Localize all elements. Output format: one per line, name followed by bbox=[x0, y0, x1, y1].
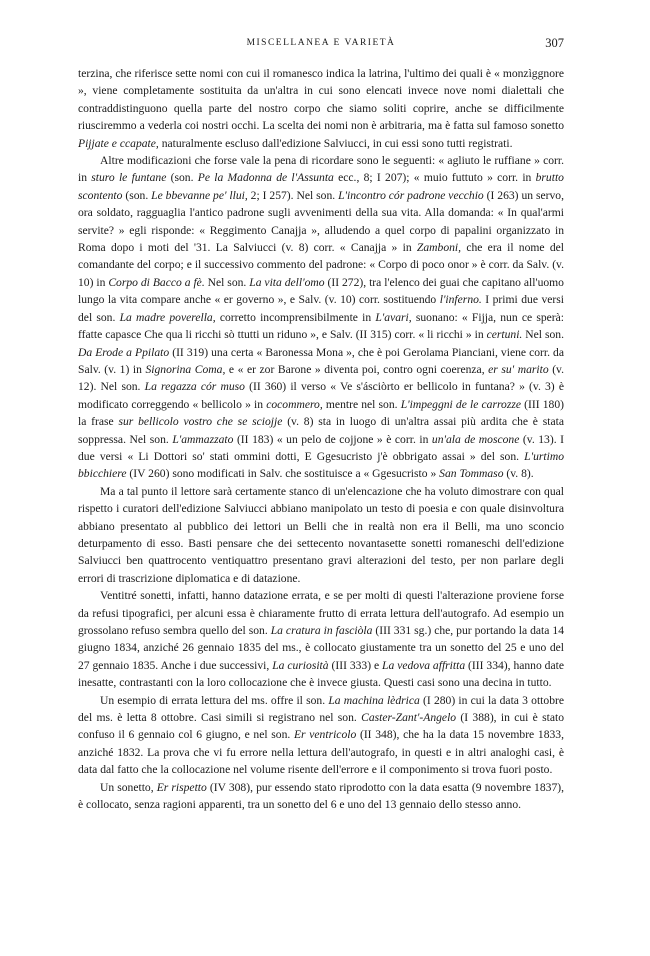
text-run: (son. bbox=[166, 171, 198, 185]
italic-title: Er rispetto bbox=[156, 780, 207, 794]
italic-title: Er ventricolo bbox=[293, 728, 357, 742]
text-run: Un esempio di errata lettura del ms. offre il son. bbox=[100, 693, 329, 707]
italic-title: La vedova affritta bbox=[382, 658, 466, 672]
italic-title: Caster-Zant'-Angelo bbox=[361, 711, 457, 725]
italic-title: L'avari, bbox=[375, 310, 412, 324]
text-run: Ventitré sonetti, infatti, hanno datazione errata, e se per molti di questi l'alterazione proviene forse da refusi tipografici, per alcuni essa è chiaramente frutto di errata lettura dell'autografo. Ad esempio un grossolano refuso sembra quello del son. bbox=[78, 589, 564, 637]
paragraph bbox=[78, 587, 564, 691]
text-run: (v. 8) sta in luogo di un'altra assai più ardita che è stata soppressa. Nel son. bbox=[78, 415, 564, 446]
italic-title: La machina lèdrica bbox=[328, 693, 420, 707]
text-run: Ma a tal punto il lettore sarà certamente stanco di un'elencazione che ha voluto dimostrare con qual rispetto i curatori dell'edizione Salviucci abbiano manipolato un testo di poesia e con quale disinvoltura abbiano presentato al pubblico dei lettori un Belli che in realtà non era il Belli, ma uno sconcio deturpamento di esso. Basti pensare che dei settecento novantasette sonetti romaneschi dell'edizione Salviucci ben quattrocento ventiquattro presentano gravi alterazioni del testo, per non parlare degli errori di trascrizione diplomatica e di datazione. bbox=[78, 484, 564, 585]
italic-title: Pijjate e ccapate, bbox=[78, 136, 159, 150]
italic-title: La madre poverella, bbox=[119, 310, 216, 324]
text-run: (II 348), che ha la data 15 novembre 1833, anziché 1832. La prova che vi fu errore nella lettura dell'autografo, in questi e in altri analoghi casi, è data dal fatto che la collocazione nel volume risente dell'errore e il componimento si trova fuori posto. bbox=[78, 728, 564, 777]
paragraph bbox=[78, 692, 564, 779]
text-run: mentre nel son. bbox=[322, 397, 401, 411]
paragraph bbox=[78, 483, 564, 587]
italic-title: San Tommaso bbox=[439, 467, 504, 481]
text-run: (I 388), in cui è stato confuso il 6 gennaio col 6 giugno, e nel son. bbox=[78, 711, 564, 742]
italic-title: cocommero, bbox=[266, 397, 323, 411]
text-run: suonano: « Fijja, nun ce sperà: ffatte capasce Che qua li ricchi sò ttutti un riduno », e Salv. (II 315) corr. « li ricchi » in bbox=[78, 310, 564, 342]
text-run: (III 180) la frase bbox=[78, 397, 565, 429]
text-run: (II 360) il verso « Ve s'ásciòrto er bellicolo in funtana? » (v. 3) è modificato correggendo « bellicolo » in bbox=[78, 380, 564, 411]
italic-title: brutto scontento bbox=[78, 171, 564, 202]
italic-title: La regazza cór muso bbox=[144, 380, 245, 394]
italic-title: L'ammazzato bbox=[172, 432, 234, 446]
text-run: (v. 12). Nel son. bbox=[78, 362, 564, 394]
text-run: (son. bbox=[122, 188, 152, 202]
text-run: (I 263) un servo, ora soldato, ragguaglia l'antico padrone sugli avvenimenti della sua vita. Alla domanda: « In qual'armi servite? » egli risponde: « Reggimento Canajja », alludendo a quel corpo di papalini organizzato in Roma dopo i moti del '31. La Salviucci (v. 8) corr. « Canajja » in bbox=[78, 188, 565, 255]
text-run: (IV 260) sono modificati in Salv. che sostituisce a « Ggesucristo » bbox=[126, 467, 440, 481]
text-run: (IV 308), pur essendo stato riprodotto con la data esatta (9 novembre 1837), è collocato, senza ragioni apparenti, tra un sonetto del 6 e uno del 13 gennaio dello stesso anno. bbox=[78, 780, 564, 812]
text-run: Nel son. bbox=[522, 328, 564, 342]
text-run: naturalmente escluso dall'edizione Salviucci, in cui essi sono tutti registrati. bbox=[158, 136, 513, 150]
text-run: e « er zor Barone » diventa poi, contro ogni coerenza, bbox=[225, 362, 489, 376]
italic-title: sturo le funtane bbox=[91, 171, 167, 185]
italic-title: Corpo di Bacco a fè. bbox=[108, 275, 205, 289]
text-run: Altre modificazioni che forse vale la pena di ricordare sono le seguenti: « agliuto le ruffiane » corr. in bbox=[78, 154, 564, 185]
italic-title: La vita dell'omo bbox=[249, 275, 325, 289]
text-run: (III 333) e bbox=[328, 658, 383, 672]
running-head: MISCELLANEA E VARIETÀ bbox=[246, 38, 396, 48]
text-run: (III 334), hanno date inesatte, contrastanti con la loro collocazione che è invece giusta. Questi casi sono una decina in tutto. bbox=[78, 658, 564, 690]
text-run: I primi due versi del son. bbox=[78, 293, 564, 324]
text-run: che era il nome del comandante del corpo; e il successivo commento del padrone: « Corpo di poco onor » è corr. da Salv. (v. 10) in bbox=[78, 241, 564, 289]
italic-title: Le bbevanne pe' llui, bbox=[151, 188, 248, 202]
page-header bbox=[78, 36, 564, 56]
italic-title: Signorina Coma, bbox=[145, 362, 226, 376]
paragraph bbox=[78, 779, 564, 814]
text-run: 2; I 257). Nel son. bbox=[247, 188, 339, 202]
italic-title: certuni. bbox=[486, 328, 523, 342]
italic-title: un'ala de moscone bbox=[431, 432, 520, 446]
italic-title: er su' marito bbox=[488, 362, 549, 376]
italic-title: Pe la Madonna de l'Assunta bbox=[197, 171, 334, 185]
page-number: 307 bbox=[545, 36, 564, 50]
text-run: (II 183) « un pelo de cojjone » è corr. in bbox=[233, 432, 432, 446]
italic-title: sur bellicolo vostro che se sciojje bbox=[118, 415, 283, 429]
text-run: (II 319) una certa « Baronessa Mona », che è poi Gerolama Pianciani, viene corr. da Salv. (v. 1) in bbox=[78, 345, 564, 376]
text-run: ecc., 8; I 207); « muio futtuto » corr. in bbox=[333, 171, 536, 185]
italic-title: Zamboni, bbox=[416, 241, 462, 255]
paragraph bbox=[78, 152, 564, 483]
text-run: (II 272), tra l'elenco dei guai che capitano all'uomo lungo la vita compare anche « er governo », e Salv. (v. 10) corr. sostituendo bbox=[78, 275, 564, 307]
italic-title: Da Erode a Ppilato bbox=[78, 345, 170, 359]
text-run: (I 280) in cui la data 3 ottobre del ms. è letta 8 ottobre. Casi simili si registrano nel son. bbox=[78, 693, 565, 725]
text-run: terzina, che riferisce sette nomi con cui il romanesco indica la latrina, l'ultimo dei quali è « monzìggnore », viene completamente sostituita da un'altra in cui sono elencati invece nove nomi dialettali che contraddistinguono quella parte del nostro corpo che siamo soliti coprire, anche se difficilmente riusciremmo a vederla coi nostri occhi. La scelta dei nomi non è arbitraria, ma è fatta sul famoso sonetto bbox=[78, 67, 564, 133]
italic-title: L'urtimo bbicchiere bbox=[78, 449, 564, 481]
text-run: corretto incomprensibilmente in bbox=[215, 310, 376, 324]
text-run: Nel son. bbox=[204, 275, 250, 289]
text-run: (v. 8). bbox=[503, 467, 534, 481]
italic-title: l'inferno. bbox=[439, 293, 482, 307]
paragraph bbox=[78, 65, 564, 152]
body-text bbox=[78, 65, 564, 813]
text-run: (III 331 sg.) che, pur portando la data 14 giugno 1834, anziché 26 gennaio 1835 del ms., è collocato giustamente tra un sonetto del 25 e uno del 27 gennaio 1835. Anche i due successivi, bbox=[78, 624, 564, 672]
text-run: Un sonetto, bbox=[100, 780, 157, 794]
italic-title: La curiosità bbox=[272, 658, 329, 672]
italic-title: L'impeggni de le carrozze bbox=[400, 397, 522, 411]
italic-title: L'incontro cór padrone vecchio bbox=[338, 188, 484, 202]
italic-title: La cratura in fasciòla bbox=[270, 624, 373, 637]
text-run: (v. 13). I due versi « Li Dottori so' stati ommini dotti, E Ggesucristo j'è obbrigato assai » del son. bbox=[78, 432, 564, 463]
